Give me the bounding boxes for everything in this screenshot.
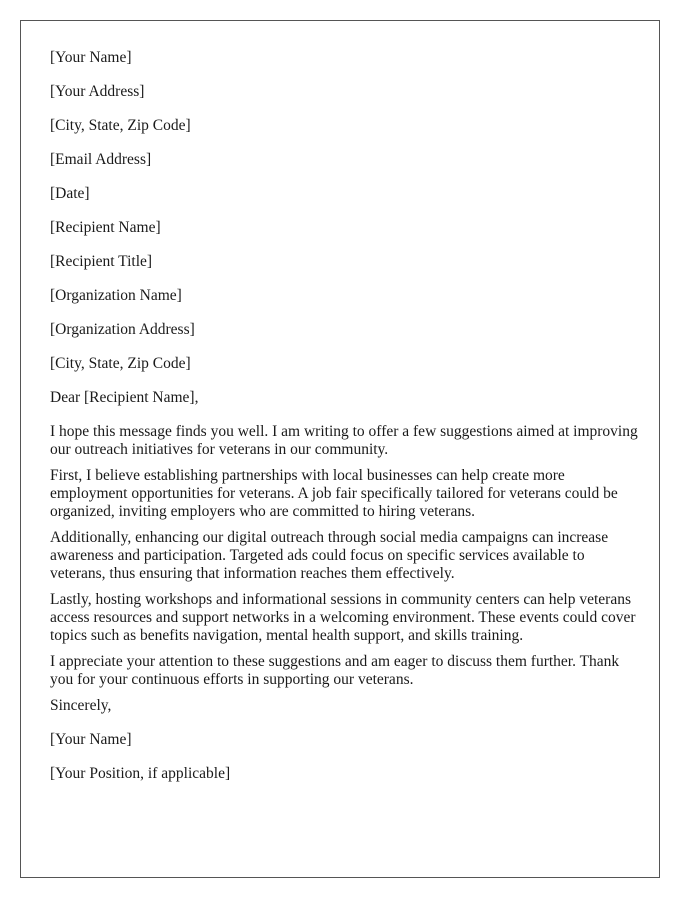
letter-page [20,20,660,878]
recipient-city-state-zip: [City, State, Zip Code] [50,355,191,372]
sender-city-state-zip: [City, State, Zip Code] [50,117,191,134]
sender-email: [Email Address] [50,151,152,168]
recipient-title: [Recipient Title] [50,253,153,270]
recipient-name: [Recipient Name] [50,219,161,236]
letter-date: [Date] [50,185,90,202]
body-paragraph: Additionally, enhancing our digital outreach through social media campaigns can increase awareness and participation. Targeted ads could focus on specific services available to veterans, thus ensuring that information reaches them effectively. [50,529,609,582]
sender-address: [Your Address] [50,83,145,100]
signature-position: [Your Position, if applicable] [50,765,231,782]
body-paragraph: Lastly, hosting workshops and informational sessions in community centers can help veterans access resources and support networks in a welcoming environment. These events could cover topics such as benefits navigation, mental health support, and skills training. [50,591,636,644]
sender-name: [Your Name] [50,49,132,66]
body-paragraph: I appreciate your attention to these suggestions and am eager to discuss them further. Thank you for your continuous efforts in supporting our veterans. [50,653,620,688]
valediction: Sincerely, [50,697,112,714]
recipient-organization-address: [Organization Address] [50,321,195,338]
signature-name: [Your Name] [50,731,132,748]
recipient-organization: [Organization Name] [50,287,182,304]
letter-content [50,49,640,799]
body-paragraph: First, I believe establishing partnerships with local businesses can help create more employment opportunities for veterans. A job fair specifically tailored for veterans could be organized, inviting employers who are committed to hiring veterans. [50,467,618,520]
body-paragraph: I hope this message finds you well. I am writing to offer a few suggestions aimed at improving our outreach initiatives for veterans in our community. [50,423,638,458]
salutation: Dear [Recipient Name], [50,389,199,406]
